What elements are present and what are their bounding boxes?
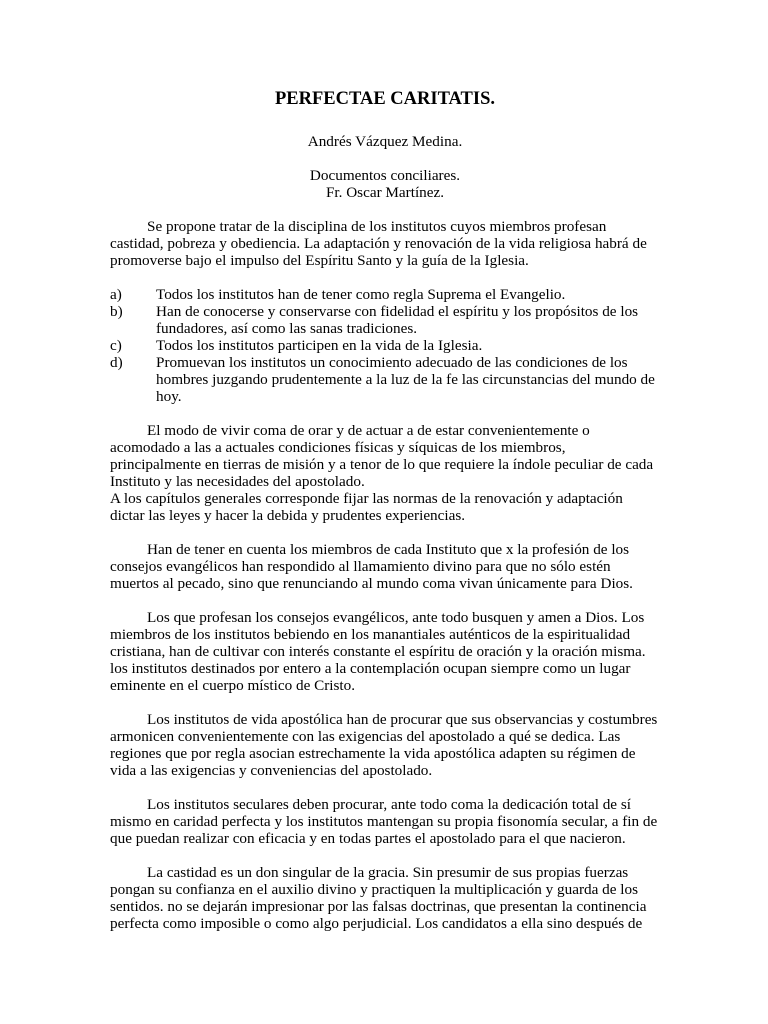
list-item <box>110 286 660 303</box>
principles-list <box>110 286 660 405</box>
paragraph-2: El modo de vivir coma de orar y de actuar a de estar convenientemente o acomodado a las a actuales condiciones físicas y síquicas de los miembros, principalmente en tierras de misión y a tenor de lo que requiere la índole peculiar de cada Instituto y las necesidades del apostolado. <box>110 422 654 490</box>
paragraph-spacer <box>110 524 660 541</box>
list-item-text: Promuevan los institutos un conocimiento adecuado de las condiciones de los hombres juzgando prudentemente a la luz de la fe las circunstancias del mundo de hoy. <box>156 354 655 405</box>
list-item-text: Han de conocerse y conservarse con fidelidad el espíritu y los propósitos de los fundadores, así como las sanas tradiciones. <box>156 303 639 337</box>
paragraph-2-continuation: A los capítulos generales corresponde fijar las normas de la renovación y adaptación dictar las leyes y hacer la debida y prudentes experiencias. <box>110 490 623 524</box>
paragraph-6: Los institutos seculares deben procurar, ante todo coma la dedicación total de sí mismo en caridad perfecta y los institutos mantengan su propia fisonomía secular, a fin de que puedan realizar con eficacia y en todas partes el apostolado para el que nacieron. <box>110 796 658 847</box>
list-item-text: Todos los institutos participen en la vida de la Iglesia. <box>156 337 483 354</box>
paragraph-1: Se propone tratar de la disciplina de los institutos cuyos miembros profesan castidad, pobreza y obediencia. La adaptación y renovación de la vida religiosa habrá de promoverse bajo el impulso del Espíritu Santo y la guía de la Iglesia. <box>110 218 647 269</box>
paragraph-7: La castidad es un don singular de la gracia. Sin presumir de sus propias fuerzas pongan su confianza en el auxilio divino y practiquen la multiplicación y guarda de los sentidos. no se dejarán impresionar por las falsas doctrinas, que presentan la continencia perfecta como imposible o como algo perjudicial. Los candidatos a ella sino después de <box>110 864 647 932</box>
document-title: PERFECTAE CARITATIS. <box>275 89 495 109</box>
paragraph-spacer <box>110 694 660 711</box>
paragraph-5: Los institutos de vida apostólica han de procurar que sus observancias y costumbres armonicen convenientemente con las exigencias del apostolado a qué se dedica. Las regiones que por regla asocian estrechamente la vida apostólica adapten su régimen de vida a las exigencias y conveniencias del apostolado. <box>110 711 658 779</box>
paragraph-3: Han de tener en cuenta los miembros de cada Instituto que x la profesión de los consejos evangélicos han respondido al llamamiento divino para que no sólo estén muertos al pecado, sino que renunciando al mundo coma vivan únicamente para Dios. <box>110 541 633 592</box>
list-item <box>110 354 660 405</box>
list-item <box>110 337 660 354</box>
list-marker: c) <box>110 337 122 354</box>
list-item <box>110 303 660 337</box>
document-body <box>110 88 660 949</box>
list-marker: d) <box>110 354 123 371</box>
list-item-text: Todos los institutos han de tener como regla Suprema el Evangelio. <box>156 286 566 303</box>
paragraph-4-continuation: los institutos destinados por entero a la contemplación ocupan siempre como un lugar eminente en el cuerpo místico de Cristo. <box>110 660 631 694</box>
subtitle-line-2: Fr. Oscar Martínez. <box>325 184 445 201</box>
list-marker: a) <box>110 286 122 303</box>
author-line: Andrés Vázquez Medina. <box>307 133 463 150</box>
subtitle-block <box>110 167 660 201</box>
list-marker: b) <box>110 303 123 320</box>
subtitle-line-1: Documentos conciliares. <box>309 167 461 184</box>
paragraph-4: Los que profesan los consejos evangélicos, ante todo busquen y amen a Dios. Los miembros de los institutos bebiendo en los manantiales auténticos de la espiritualidad cristiana, han de cultivar con interés constante el espíritu de oración y la oración misma. <box>110 609 646 660</box>
